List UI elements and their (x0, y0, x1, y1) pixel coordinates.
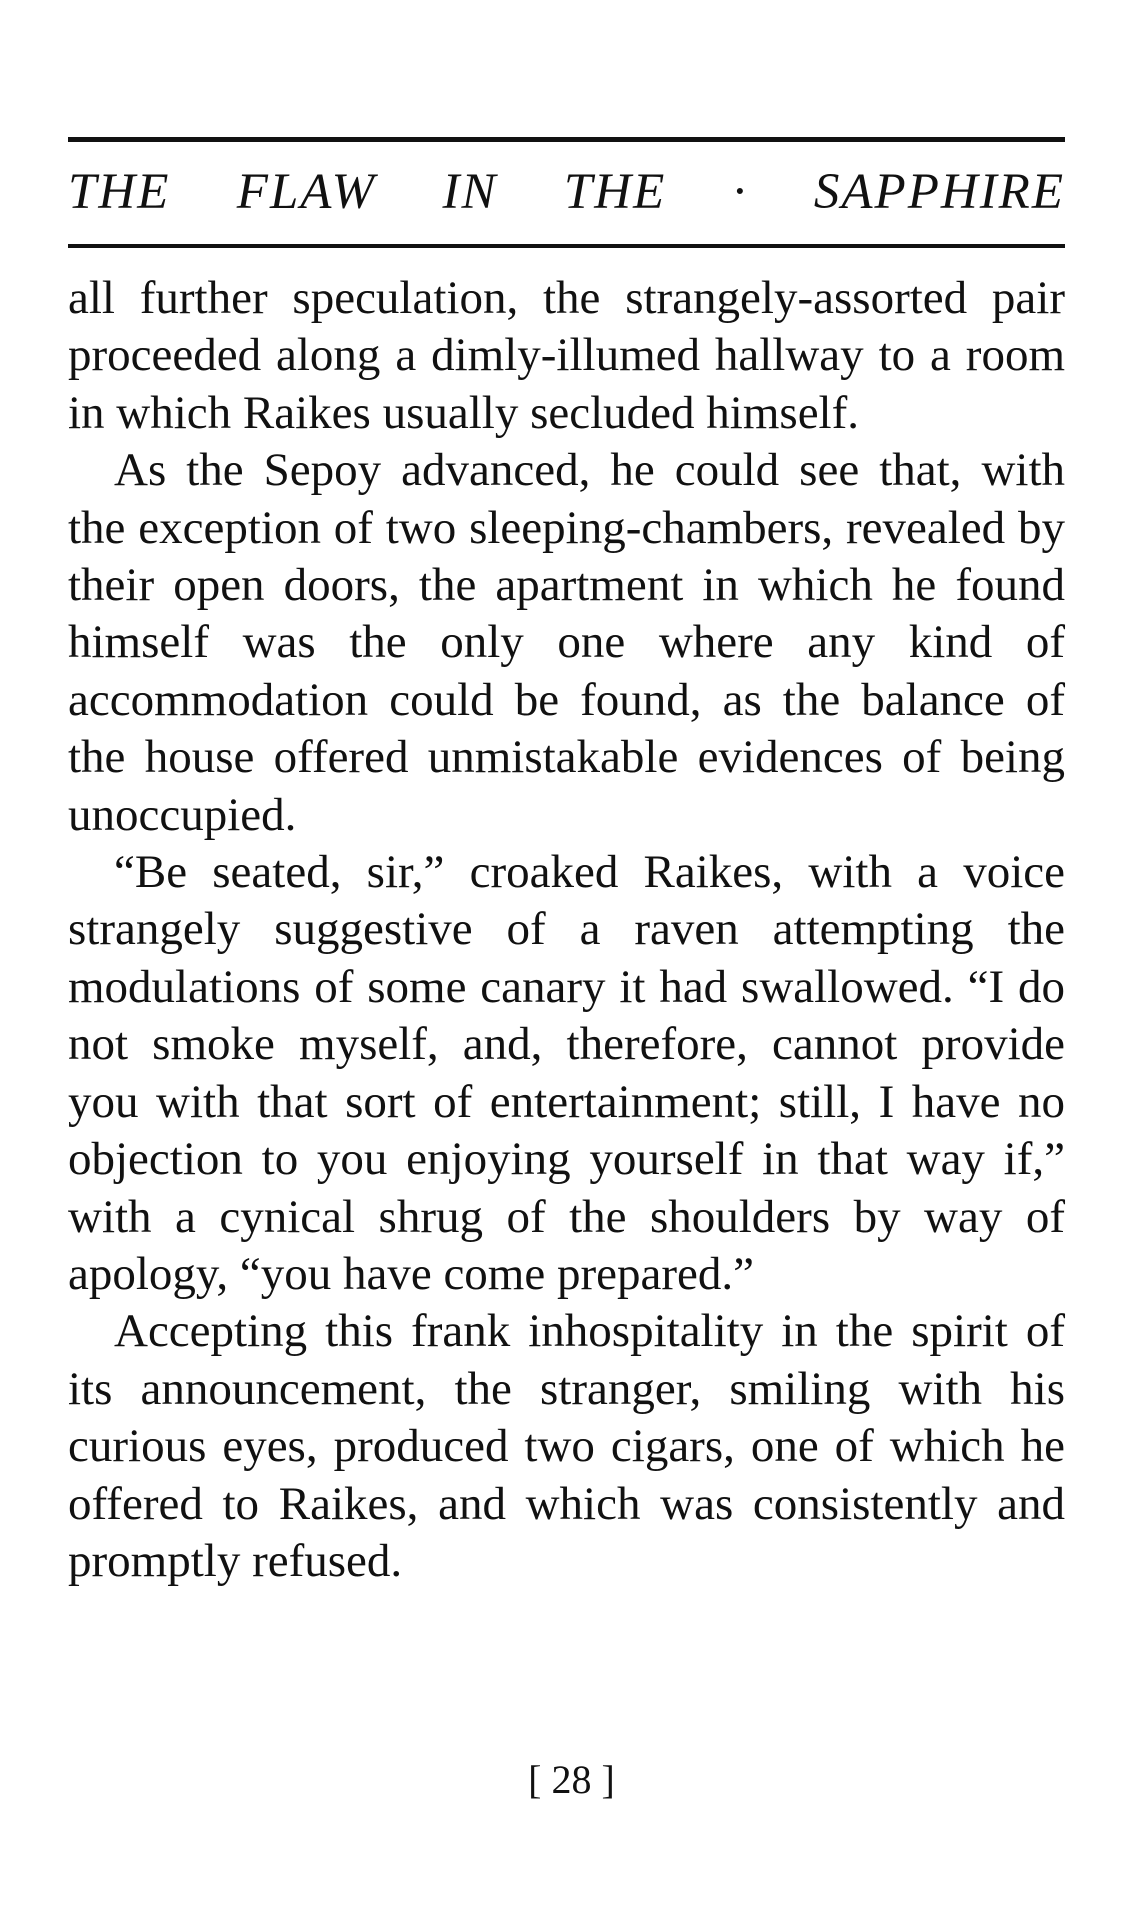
paragraph: “Be seated, sir,” croaked Raikes, with a voice strangely suggestive of a raven attempting the modulations of some canary it had swallowed. “I do not smoke myself, and, therefore, cannot provide you with that sort of entertainment; still, I have no objection to you enjoying yourself in that way if,” with a cynical shrug of the shoulders by way of apology, “you have come prepared.” (68, 846, 1065, 1300)
page-number: [ 28 ] (528, 1757, 615, 1802)
paragraph-continued: all further speculation, the strangely-assorted pair proceeded along a dimly-illumed hallway to a room in which Raikes usually secluded himself. (68, 272, 1065, 439)
running-head: THE FLAW IN THE · SAPPHIRE (68, 164, 1065, 220)
header-rule-top (68, 137, 1065, 142)
paragraph: Accepting this frank inhospitality in the spirit of its announcement, the stranger, smiling with his curious eyes, produced two cigars, one of which he offered to Raikes, and which was consistently and promptly refused. (68, 1305, 1065, 1587)
header-rule-bottom (68, 244, 1065, 248)
body-text (68, 270, 1065, 1590)
paragraph: As the Sepoy advanced, he could see that, with the exception of two sleeping-chambers, revealed by their open doors, the apartment in which he found himself was the only one where any kind of accommodation could be found, as the balance of the house offered unmistakable evidences of being unoccupied. (68, 444, 1065, 841)
